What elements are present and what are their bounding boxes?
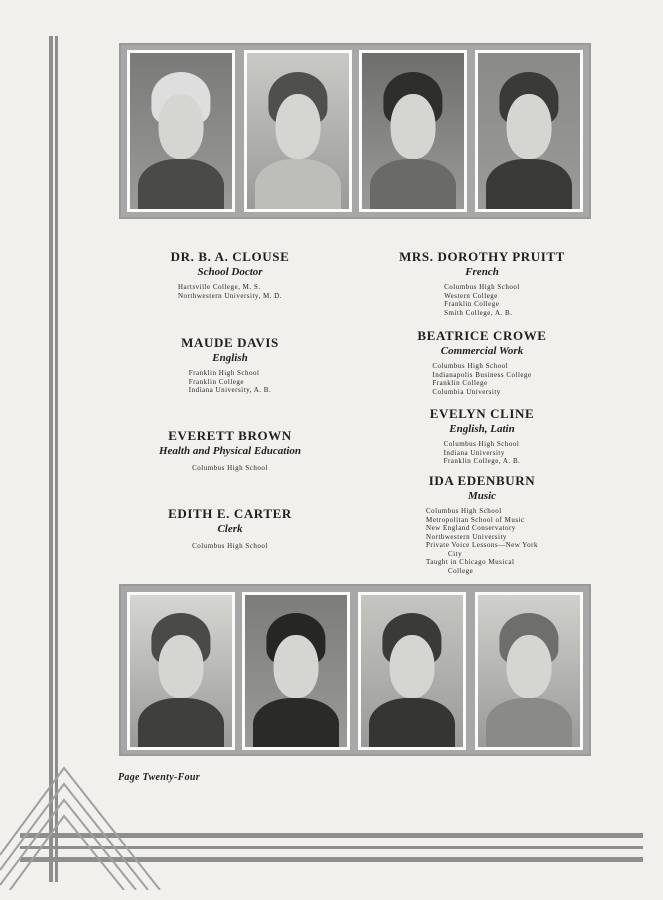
education-line: City xyxy=(448,549,463,558)
education-line: College xyxy=(448,566,474,575)
education-line: Hartsville College, M. S. xyxy=(178,283,261,291)
faculty-entry xyxy=(392,328,572,399)
education-line: Private Voice Lessons—New York xyxy=(426,541,538,549)
faculty-name: EVELYN CLINE xyxy=(429,406,535,421)
education-line: Franklin College xyxy=(444,300,500,308)
education-line: Western College xyxy=(444,291,498,300)
education-line: Indiana University xyxy=(443,448,505,457)
education-line: Columbus High School xyxy=(432,362,509,370)
faculty-role: Commercial Work xyxy=(440,345,524,357)
education-list xyxy=(192,542,268,551)
faculty-role: Health and Physical Education xyxy=(158,445,302,457)
faculty-name: BEATRICE CROWE xyxy=(417,328,547,343)
portrait-carter xyxy=(127,592,235,750)
education-line: Indiana University, A. B. xyxy=(188,386,272,394)
education-line: Smith College, A. B. xyxy=(444,308,513,317)
education-line: Columbus High School xyxy=(443,440,520,448)
education-line: Columbus High School xyxy=(444,283,520,291)
portrait-brown xyxy=(359,50,467,212)
education-list xyxy=(426,507,538,575)
faculty-name: EVERETT BROWN xyxy=(168,428,292,443)
education-list xyxy=(432,362,531,396)
portrait-pruitt xyxy=(475,50,583,212)
faculty-entry xyxy=(140,335,320,397)
bottom-photo-strip xyxy=(119,584,591,756)
education-list xyxy=(444,440,521,466)
faculty-role: Music xyxy=(467,490,497,502)
faculty-name: MAUDE DAVIS xyxy=(181,335,279,350)
faculty-entry xyxy=(392,406,572,468)
portrait-edenburn xyxy=(475,592,583,750)
education-list xyxy=(189,369,271,395)
education-line: Columbus High School xyxy=(192,464,268,472)
education-line: Northwestern University xyxy=(426,532,507,541)
education-line: Franklin College xyxy=(432,379,488,387)
education-line: Franklin College xyxy=(188,377,245,386)
faculty-name: EDITH E. CARTER xyxy=(168,506,292,521)
faculty-entry xyxy=(140,249,320,303)
faculty-role: French xyxy=(465,266,499,278)
education-line: Metropolitan School of Music xyxy=(426,515,525,524)
education-line: Indianapolis Business College xyxy=(432,370,532,379)
art-deco-corner-ornament xyxy=(0,740,190,890)
education-line: Franklin College, A. B. xyxy=(443,457,521,465)
faculty-entry xyxy=(140,428,320,475)
portrait-davis xyxy=(244,50,352,212)
portrait-clouse xyxy=(127,50,235,212)
faculty-entry xyxy=(392,473,572,578)
faculty-role: English xyxy=(212,352,248,364)
faculty-name: DR. B. A. CLOUSE xyxy=(170,249,290,264)
education-line: Franklin High School xyxy=(188,369,260,377)
education-line: Columbia University xyxy=(432,387,501,396)
page-number: Page Twenty-Four xyxy=(118,772,200,783)
faculty-role: School Doctor xyxy=(197,266,263,278)
education-line: Taught in Chicago Musical xyxy=(426,558,515,566)
faculty-name: MRS. DOROTHY PRUITT xyxy=(399,249,565,264)
portrait-cline xyxy=(358,592,466,750)
education-list xyxy=(178,283,282,300)
education-line: Columbus High School xyxy=(192,542,268,550)
faculty-role: Clerk xyxy=(217,523,243,535)
education-line: Columbus High School xyxy=(426,507,502,515)
education-line: Northwestern University, M. D. xyxy=(178,291,282,300)
portrait-crowe xyxy=(242,592,350,750)
education-line: New England Conservatory xyxy=(426,524,516,532)
faculty-role: English, Latin xyxy=(449,423,515,435)
faculty-name: IDA EDENBURN xyxy=(428,473,536,488)
education-list xyxy=(444,283,520,317)
faculty-entry xyxy=(140,506,320,553)
top-photo-strip xyxy=(119,43,591,219)
faculty-entry xyxy=(392,249,572,320)
education-list xyxy=(192,464,268,473)
